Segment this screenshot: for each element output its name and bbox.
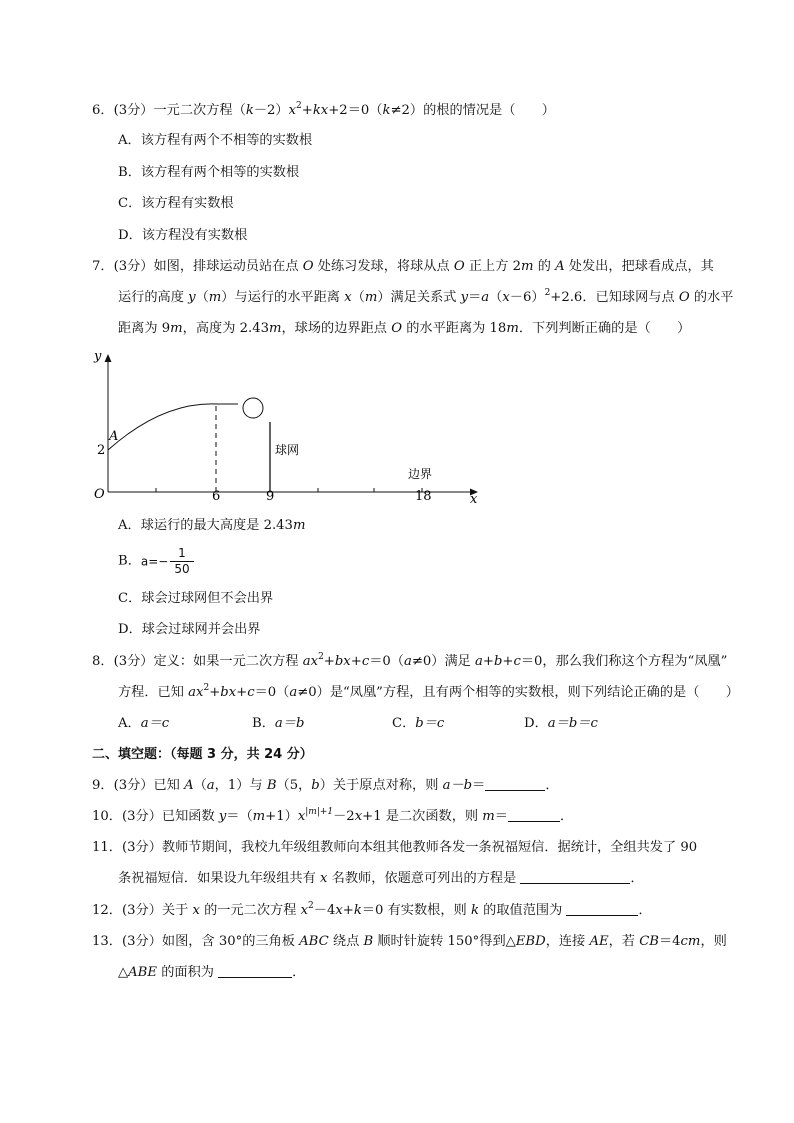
- q7-option-d: D．球会过球网并会出界: [118, 622, 261, 637]
- q9-answer-blank[interactable]: [485, 778, 545, 791]
- q9: 9．(3分）已知 A（a，1）与 B（5，b）关于原点对称，则 a－b＝ ．: [92, 778, 559, 793]
- q7-line-2: 运行的高度 y（m）与运行的水平距离 x（m）满足关系式 $y=a(x-6)^2+2.6$．已知球网与点 O 的水平: [118, 288, 734, 305]
- q7-option-c: C．球会过球网但不会出界: [118, 591, 274, 606]
- q7-option-a: A．球运行的最大高度是 2.43m: [118, 518, 306, 533]
- x-axis-label: x: [470, 492, 478, 506]
- q7-line-3: 距离为 9m，高度为 2.43m，球场的边界距点 O 的水平距离为 18m．下列判断正确的是（ ）: [118, 321, 691, 336]
- boundary-label: 边界: [408, 467, 433, 481]
- q6-option-c: C．该方程有实数根: [118, 196, 234, 211]
- ball: [243, 398, 263, 418]
- q8-line-2: 方程．已知 $ax^2+bx+c=0(a\ne 0)$是“凤凰”方程，且有两个相等的实数根，则下列结论正确的是（ ）: [118, 683, 739, 700]
- q6-option-d: D．该方程没有实数根: [118, 228, 248, 243]
- q10: 10．(3分）已知函数 $y=(m+1)x^{|m|+1}-2x+1$ 是二次函数，则 m＝ ．: [92, 807, 574, 824]
- origin-label: O: [94, 487, 105, 502]
- q6-option-b: B．该方程有两个相等的实数根: [118, 165, 300, 180]
- q7-option-b: B．a=− $\frac{1}{50}$: [118, 546, 194, 577]
- q11-answer-blank[interactable]: [520, 871, 630, 884]
- q13-answer-blank[interactable]: [218, 965, 292, 978]
- q8-option-a: A．a＝c: [118, 716, 170, 731]
- q11-line-1: 11．(3分）教师节期间，我校九年级组教师向本组其他教师各发一条祝福短信．据统计，全组共发了 90: [92, 840, 698, 855]
- fraction: $\frac{1}{50}$: [170, 546, 193, 577]
- q12-answer-blank[interactable]: [566, 903, 638, 916]
- q7-figure: [88, 346, 488, 506]
- q8-option-d: D．a＝b＝c: [524, 716, 598, 731]
- q8-option-b: B．a＝b: [252, 716, 305, 731]
- q8-options: [118, 715, 598, 733]
- y-axis-arrow: [105, 354, 112, 362]
- q12: 12．(3分）关于 x 的一元二次方程 $x^2-4x+k=0$ 有实数根，则 k 的取值范围为 ．: [92, 901, 652, 918]
- q8-line-1: 8．(3分）定义：如果一元二次方程 $ax^2+bx+c=0(a\ne 0)$满足 a+b+c＝0，那么我们称这个方程为“凤凰”: [92, 652, 728, 669]
- q13-line-1: 13．(3分）如图，含 30°的三角板 ABC 绕点 B 顺时针旋转 150°得到△EBD，连接 AE，若 CB＝4cm，则: [92, 934, 727, 949]
- x-tick-label-18: 18: [415, 489, 432, 504]
- q6-option-a: A．该方程有两个不相等的实数根: [118, 133, 313, 148]
- net-label: 球网: [275, 443, 300, 457]
- q6-stem: 6．(3分）一元二次方程$(k-2)x^2+kx+2=0(k\ne 2)$的根的情况是（ ）: [92, 101, 555, 118]
- q11-line-2: 条祝福短信．如果设九年级组共有 x 名教师，依题意可列出的方程是 ．: [118, 871, 644, 886]
- q8-option-c: C．b＝c: [392, 716, 445, 731]
- q10-answer-blank[interactable]: [508, 809, 560, 822]
- ball-trajectory: [108, 404, 238, 450]
- y-tick-label-2: 2: [97, 443, 106, 458]
- section-2-heading: 二、填空题：（每题 3 分，共 24 分）: [92, 747, 313, 762]
- x-tick-label-6: 6: [212, 489, 221, 504]
- q13-line-2: △ABE 的面积为 ．: [118, 965, 306, 980]
- y-axis-label: y: [94, 349, 102, 364]
- point-a-label: A: [109, 429, 119, 444]
- q7-line-1: 7．(3分）如图，排球运动员站在点 O 处练习发球，将球从点 O 正上方 2m 的 A 处发出，把球看成点，其: [92, 259, 714, 274]
- x-tick-label-9: 9: [266, 489, 275, 504]
